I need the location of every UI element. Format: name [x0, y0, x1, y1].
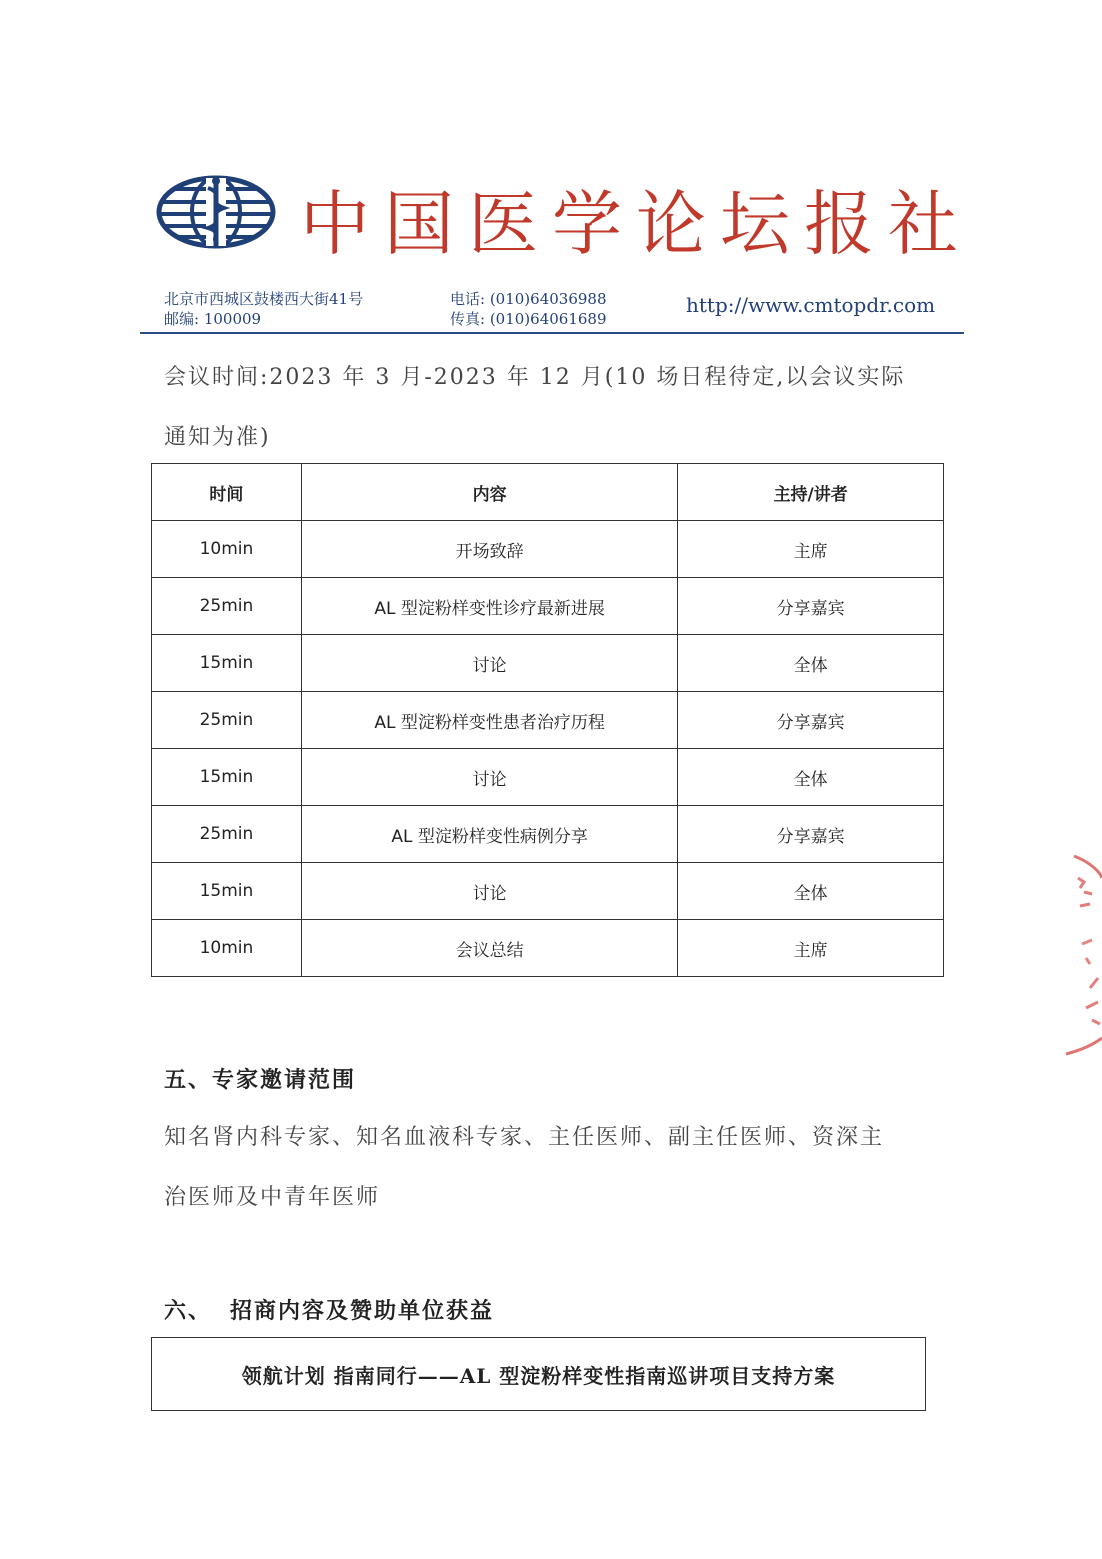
- globe-caduceus-logo-icon: [156, 174, 276, 250]
- cell-content: 会议总结: [301, 920, 677, 977]
- cell-content: 开场致辞: [301, 521, 677, 578]
- cell-host: 全体: [678, 635, 944, 692]
- plan-title: 领航计划 指南同行——AL 型淀粉样变性指南巡讲项目支持方案: [241, 1363, 836, 1388]
- header-divider: [140, 332, 964, 334]
- cell-time: 10min: [152, 920, 302, 977]
- cell-content: AL 型淀粉样变性诊疗最新进展: [301, 578, 677, 635]
- plan-title-box: [151, 1337, 926, 1411]
- expert-scope-line-1: 知名肾内科专家、知名血液科专家、主任医师、副主任医师、资深主: [164, 1125, 885, 1150]
- cell-content: AL 型淀粉样变性患者治疗历程: [301, 692, 677, 749]
- table-row: [152, 920, 944, 977]
- table-header-row: [152, 464, 944, 521]
- cell-time: 15min: [152, 863, 302, 920]
- table-row: [152, 863, 944, 920]
- organization-name: 中国医学论坛报社: [300, 183, 972, 265]
- red-seal-fragment-icon: [1056, 848, 1102, 1060]
- table-row: [152, 692, 944, 749]
- cell-time: 15min: [152, 635, 302, 692]
- cell-time: 25min: [152, 806, 302, 863]
- cell-host: 分享嘉宾: [678, 692, 944, 749]
- cell-time: 25min: [152, 692, 302, 749]
- table-row: [152, 806, 944, 863]
- schedule-table: [151, 463, 944, 977]
- cell-time: 15min: [152, 749, 302, 806]
- cell-content: AL 型淀粉样变性病例分享: [301, 806, 677, 863]
- cell-content: 讨论: [301, 749, 677, 806]
- website-url: http://www.cmtopdr.com: [686, 293, 936, 317]
- header-host: 主持/讲者: [678, 464, 944, 521]
- phone-number: 电话: (010)64036988: [450, 290, 607, 308]
- cell-host: 主席: [678, 521, 944, 578]
- section-6-heading: [164, 1294, 494, 1325]
- header-content: 内容: [301, 464, 677, 521]
- cell-host: 分享嘉宾: [678, 806, 944, 863]
- expert-scope-line-2: 治医师及中青年医师: [164, 1185, 381, 1210]
- cell-time: 10min: [152, 521, 302, 578]
- cell-host: 分享嘉宾: [678, 578, 944, 635]
- meeting-time-line-1: 会议时间:2023 年 3 月-2023 年 12 月(10 场日程待定,以会议实际: [164, 365, 906, 390]
- postcode: 邮编: 100009: [164, 310, 262, 328]
- cell-host: 全体: [678, 749, 944, 806]
- cell-time: 25min: [152, 578, 302, 635]
- address: 北京市西城区鼓楼西大街41号: [164, 290, 364, 308]
- table-row: [152, 578, 944, 635]
- header-time: 时间: [152, 464, 302, 521]
- table-row: [152, 521, 944, 578]
- cell-content: 讨论: [301, 635, 677, 692]
- fax-number: 传真: (010)64061689: [450, 310, 607, 328]
- cell-host: 全体: [678, 863, 944, 920]
- section-6-number: 六、: [164, 1298, 213, 1324]
- table-row: [152, 749, 944, 806]
- cell-content: 讨论: [301, 863, 677, 920]
- meeting-time-line-2: 通知为准): [164, 425, 271, 450]
- section-5-heading: 五、专家邀请范围: [164, 1067, 357, 1093]
- table-row: [152, 635, 944, 692]
- cell-host: 主席: [678, 920, 944, 977]
- section-6-title: 招商内容及赞助单位获益: [230, 1298, 495, 1324]
